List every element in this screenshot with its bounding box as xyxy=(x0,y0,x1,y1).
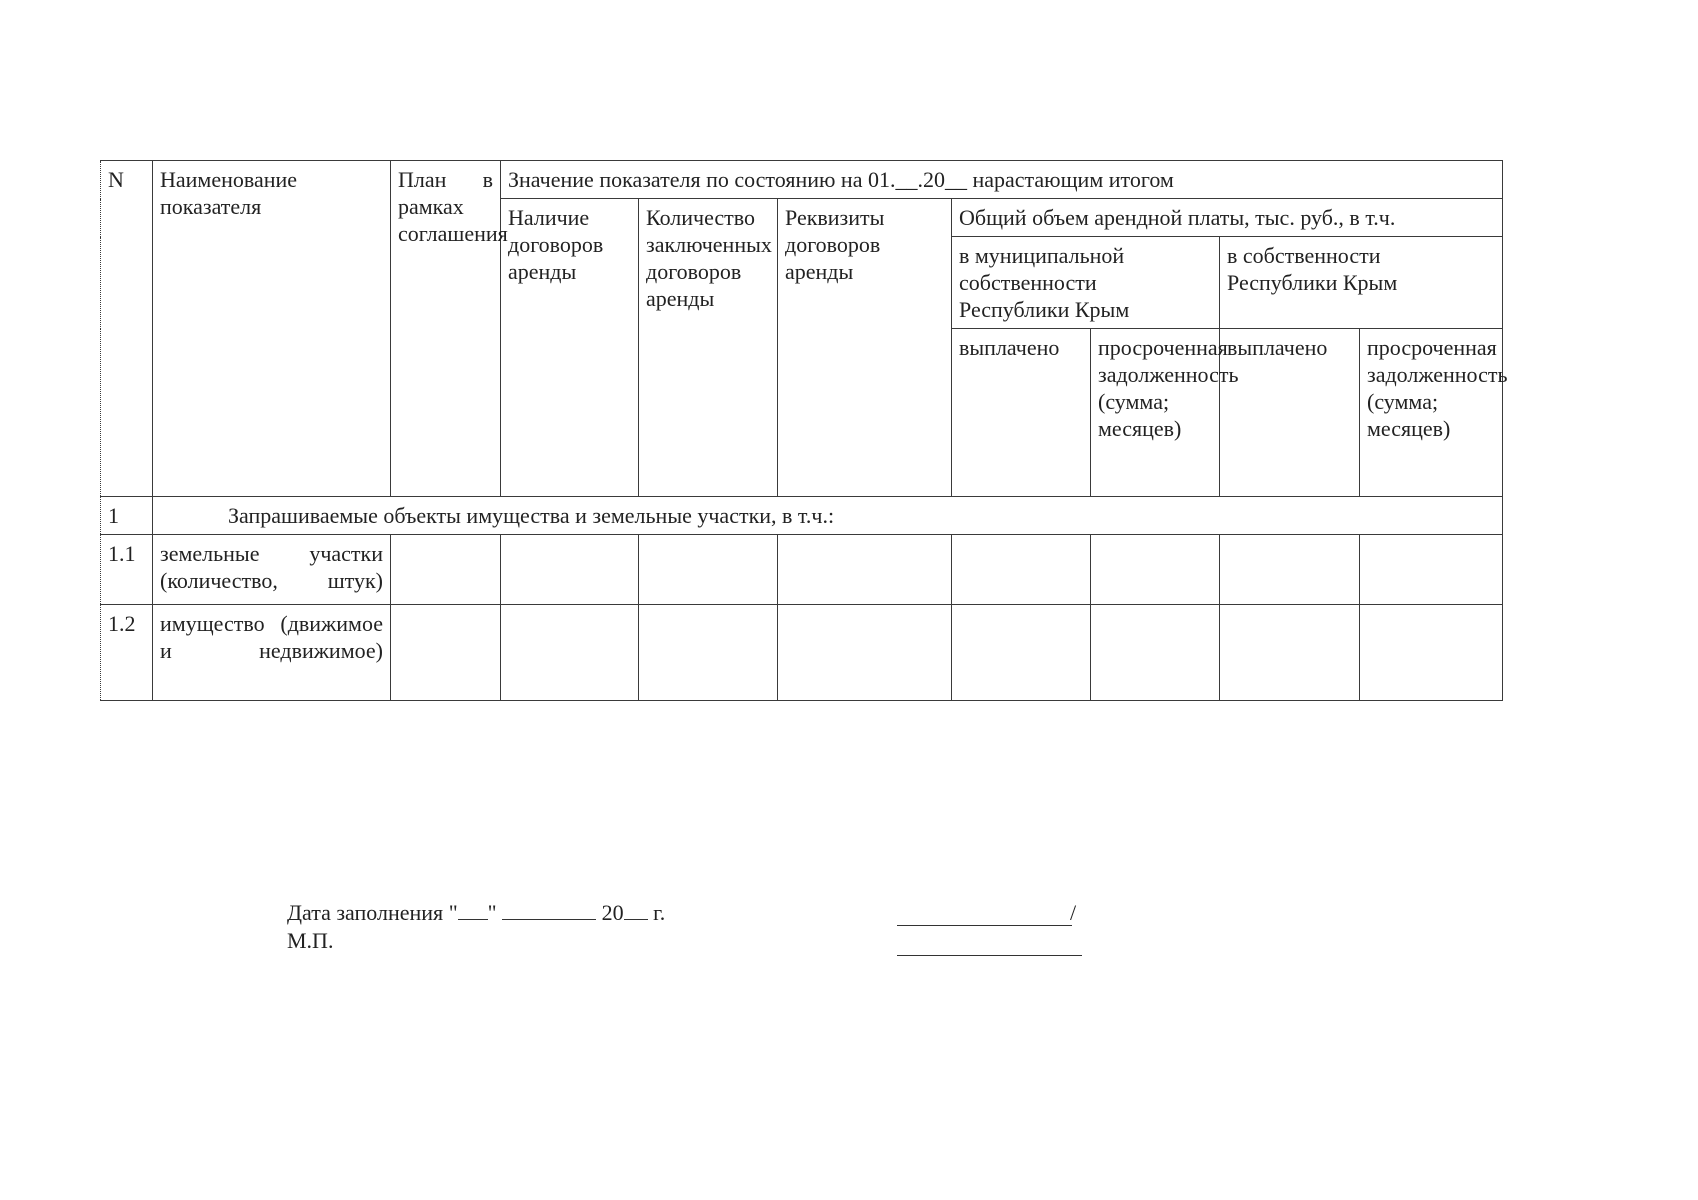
input-cell[interactable] xyxy=(501,605,639,701)
signature-name-line[interactable] xyxy=(897,955,1082,956)
input-cell[interactable] xyxy=(1091,605,1220,701)
input-cell[interactable] xyxy=(952,605,1091,701)
row-number: 1.1 xyxy=(101,535,153,605)
year-blank[interactable] xyxy=(624,919,648,920)
row-label: имущество (движимое и недвижимое) xyxy=(153,605,391,701)
input-cell[interactable] xyxy=(639,535,778,605)
input-cell[interactable] xyxy=(1360,605,1503,701)
header-republic: в собственности Республики Крым xyxy=(1220,237,1503,329)
signature-line[interactable] xyxy=(897,925,1072,926)
input-cell[interactable] xyxy=(778,605,952,701)
header-municipal-paid: выплачено xyxy=(952,329,1091,497)
header-name: Наименование показателя xyxy=(153,161,391,497)
header-count: Количество заключенных договоров аренды xyxy=(639,199,778,497)
input-cell[interactable] xyxy=(778,535,952,605)
table-row xyxy=(101,497,1503,535)
row-section-label: Запрашиваемые объекты имущества и земельные участки, в т.ч.: xyxy=(153,497,1503,535)
header-plan: План в рамках соглашения xyxy=(391,161,501,497)
input-cell[interactable] xyxy=(952,535,1091,605)
input-cell[interactable] xyxy=(1220,535,1360,605)
report-table xyxy=(100,160,1508,701)
date-label: Дата заполнения xyxy=(287,900,444,925)
input-cell[interactable] xyxy=(501,535,639,605)
input-cell[interactable] xyxy=(1220,605,1360,701)
header-value: Значение показателя по состоянию на 01.__.20__ нарастающим итогом xyxy=(501,161,1503,199)
input-cell[interactable] xyxy=(1360,535,1503,605)
input-cell[interactable] xyxy=(391,535,501,605)
row-label: земельные участки (количество, штук) xyxy=(153,535,391,605)
header-municipal: в муниципальной собственности Республики Крым xyxy=(952,237,1220,329)
header-details: Реквизиты договоров аренды xyxy=(778,199,952,497)
stamp-label: М.П. xyxy=(287,928,334,953)
table-row xyxy=(101,535,1503,605)
input-cell[interactable] xyxy=(391,605,501,701)
input-cell[interactable] xyxy=(639,605,778,701)
header-n: N xyxy=(101,161,153,497)
day-blank[interactable] xyxy=(458,919,488,920)
row-number: 1.2 xyxy=(101,605,153,701)
year-suffix: г. xyxy=(653,900,666,925)
year-prefix: 20 xyxy=(601,900,624,925)
header-municipal-overdue: просроченная задолженность (сумма; месяцев) xyxy=(1091,329,1220,497)
signature-slash: / xyxy=(1070,900,1077,925)
header-total: Общий объем арендной платы, тыс. руб., в т.ч. xyxy=(952,199,1503,237)
date-line: Дата заполнения " " 20 г. xyxy=(287,900,666,925)
row-number: 1 xyxy=(101,497,153,535)
header-republic-paid: выплачено xyxy=(1220,329,1360,497)
header-republic-overdue: просроченная задолженность (сумма; месяцев) xyxy=(1360,329,1503,497)
input-cell[interactable] xyxy=(1091,535,1220,605)
table-row xyxy=(101,605,1503,701)
header-contracts: Наличие договоров аренды xyxy=(501,199,639,497)
month-blank[interactable] xyxy=(502,919,596,920)
